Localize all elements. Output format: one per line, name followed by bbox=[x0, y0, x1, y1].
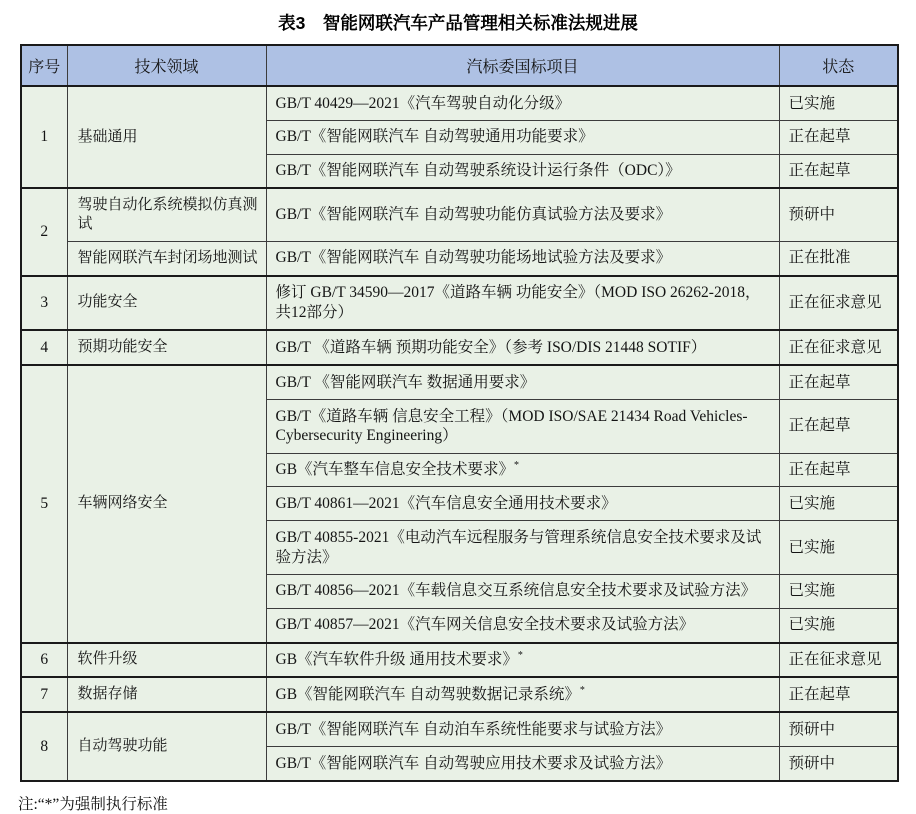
table-title: 表3 智能网联汽车产品管理相关标准法规进展 bbox=[278, 13, 638, 33]
project-cell: GB/T《智能网联汽车 自动驾驶系统设计运行条件（ODC）》 bbox=[266, 154, 779, 188]
project-cell: GB/T 40855-2021《电动汽车远程服务与管理系统信息安全技术要求及试验方法》 bbox=[266, 521, 779, 575]
table-row bbox=[21, 276, 898, 331]
project-cell: GB《汽车软件升级 通用技术要求》* bbox=[266, 643, 779, 678]
project-cell: GB/T《智能网联汽车 自动驾驶通用功能要求》 bbox=[266, 120, 779, 154]
status-cell: 正在起草 bbox=[779, 453, 898, 487]
status-cell: 已实施 bbox=[779, 574, 898, 608]
status-cell: 已实施 bbox=[779, 487, 898, 521]
project-cell: GB/T 40856—2021《车载信息交互系统信息安全技术要求及试验方法》 bbox=[266, 574, 779, 608]
project-cell: GB/T 40861—2021《汽车信息安全通用技术要求》 bbox=[266, 487, 779, 521]
table-row bbox=[21, 86, 898, 120]
project-cell: 修订 GB/T 34590—2017《道路车辆 功能安全》（MOD ISO 26262-2018，共12部分） bbox=[266, 276, 779, 331]
tech-field-cell: 基础通用 bbox=[67, 86, 266, 188]
row-number-cell: 7 bbox=[21, 677, 67, 712]
status-cell: 预研中 bbox=[779, 747, 898, 781]
project-cell: GB/T《智能网联汽车 自动驾驶应用技术要求及试验方法》 bbox=[266, 747, 779, 781]
status-cell: 正在起草 bbox=[779, 677, 898, 712]
row-number-cell: 6 bbox=[21, 643, 67, 678]
table-row bbox=[21, 188, 898, 241]
project-cell: GB/T《智能网联汽车 自动驾驶功能场地试验方法及要求》 bbox=[266, 241, 779, 275]
tech-field-cell: 智能网联汽车封闭场地测试 bbox=[67, 241, 266, 275]
project-cell: GB/T 《道路车辆 预期功能安全》（参考 ISO/DIS 21448 SOTIF） bbox=[266, 330, 779, 365]
tech-field-cell: 功能安全 bbox=[67, 276, 266, 331]
table-row bbox=[21, 330, 898, 365]
row-number-cell: 3 bbox=[21, 276, 67, 331]
column-header-no: 序号 bbox=[21, 45, 67, 86]
status-cell: 已实施 bbox=[779, 521, 898, 575]
column-header-field: 技术领域 bbox=[67, 45, 266, 86]
table-row bbox=[21, 677, 898, 712]
row-number-cell: 5 bbox=[21, 365, 67, 642]
table-row bbox=[21, 712, 898, 746]
status-cell: 正在起草 bbox=[779, 120, 898, 154]
status-cell: 正在起草 bbox=[779, 400, 898, 454]
table-row bbox=[21, 643, 898, 678]
table-body bbox=[21, 86, 898, 781]
status-cell: 正在批准 bbox=[779, 241, 898, 275]
project-cell: GB/T 40857—2021《汽车网关信息安全技术要求及试验方法》 bbox=[266, 608, 779, 642]
tech-field-cell: 车辆网络安全 bbox=[67, 365, 266, 642]
project-cell: GB/T 《智能网联汽车 数据通用要求》 bbox=[266, 365, 779, 399]
mandatory-standard-star: * bbox=[579, 684, 585, 696]
standards-table bbox=[20, 44, 899, 782]
tech-field-cell: 数据存储 bbox=[67, 677, 266, 712]
status-cell: 预研中 bbox=[779, 712, 898, 746]
project-cell: GB/T《智能网联汽车 自动泊车系统性能要求与试验方法》 bbox=[266, 712, 779, 746]
row-number-cell: 4 bbox=[21, 330, 67, 365]
project-cell: GB/T《道路车辆 信息安全工程》（MOD ISO/SAE 21434 Road Vehicles-Cybersecurity Engineering） bbox=[266, 400, 779, 454]
tech-field-cell: 驾驶自动化系统模拟仿真测试 bbox=[67, 188, 266, 241]
status-cell: 正在起草 bbox=[779, 365, 898, 399]
footnote: 注:“*”为强制执行标准 bbox=[18, 795, 168, 813]
status-cell: 正在征求意见 bbox=[779, 330, 898, 365]
row-number-cell: 2 bbox=[21, 188, 67, 275]
header-row bbox=[21, 45, 898, 86]
status-cell: 正在征求意见 bbox=[779, 643, 898, 678]
status-cell: 正在征求意见 bbox=[779, 276, 898, 331]
project-cell: GB/T《智能网联汽车 自动驾驶功能仿真试验方法及要求》 bbox=[266, 188, 779, 241]
table-row bbox=[21, 365, 898, 399]
status-cell: 已实施 bbox=[779, 86, 898, 120]
status-cell: 正在起草 bbox=[779, 154, 898, 188]
tech-field-cell: 软件升级 bbox=[67, 643, 266, 678]
project-cell: GB《汽车整车信息安全技术要求》* bbox=[266, 453, 779, 487]
mandatory-standard-star: * bbox=[517, 649, 523, 661]
project-cell: GB《智能网联汽车 自动驾驶数据记录系统》* bbox=[266, 677, 779, 712]
project-cell: GB/T 40429—2021《汽车驾驶自动化分级》 bbox=[266, 86, 779, 120]
row-number-cell: 1 bbox=[21, 86, 67, 188]
column-header-project: 汽标委国标项目 bbox=[266, 45, 779, 86]
status-cell: 已实施 bbox=[779, 608, 898, 642]
column-header-status: 状态 bbox=[779, 45, 898, 86]
status-cell: 预研中 bbox=[779, 188, 898, 241]
row-number-cell: 8 bbox=[21, 712, 67, 781]
tech-field-cell: 预期功能安全 bbox=[67, 330, 266, 365]
mandatory-standard-star: * bbox=[514, 460, 520, 471]
table-row bbox=[21, 241, 898, 275]
tech-field-cell: 自动驾驶功能 bbox=[67, 712, 266, 781]
